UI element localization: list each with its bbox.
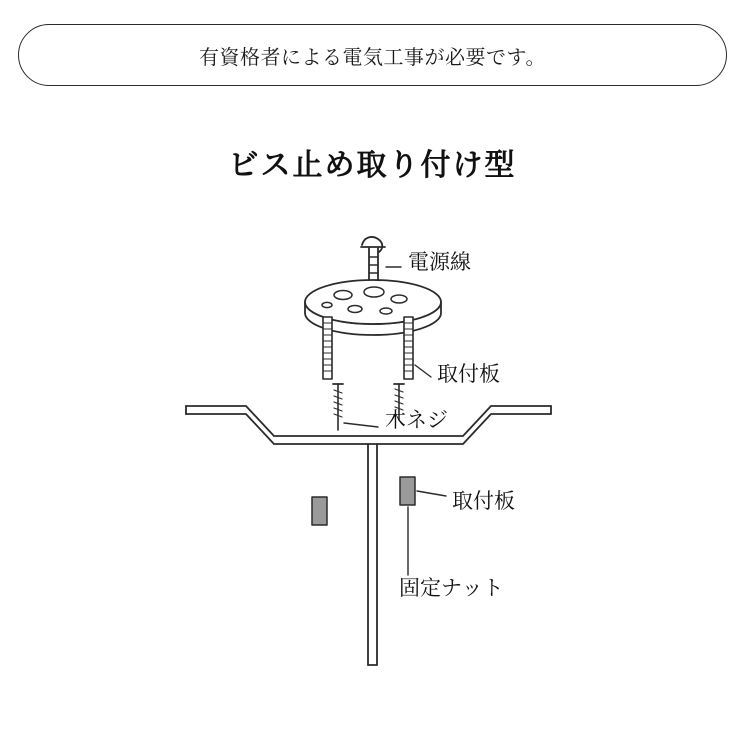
label-fixing-nut: 固定ナット	[399, 576, 504, 600]
fixing-nut-right-graphic	[400, 477, 446, 505]
fixing-nut-left-graphic	[312, 497, 327, 525]
installation-diagram	[0, 195, 745, 715]
plate-screw-left-graphic	[323, 317, 332, 379]
notice-banner	[18, 24, 727, 86]
notice-text: 有資格者による電気工事が必要です。	[199, 46, 546, 69]
wood-screw-left-graphic	[333, 384, 378, 430]
vertical-rod-graphic	[368, 444, 377, 665]
page-title: ビス止め取り付け型	[228, 149, 517, 182]
label-power-cable: 電源線	[408, 250, 471, 274]
power-cable-graphic	[361, 237, 401, 281]
label-wood-screw: 木ネジ	[385, 408, 448, 432]
ceiling-beam-graphic	[186, 406, 551, 444]
label-mounting-plate-bottom: 取付板	[452, 489, 515, 513]
label-mounting-plate-top: 取付板	[437, 362, 500, 386]
